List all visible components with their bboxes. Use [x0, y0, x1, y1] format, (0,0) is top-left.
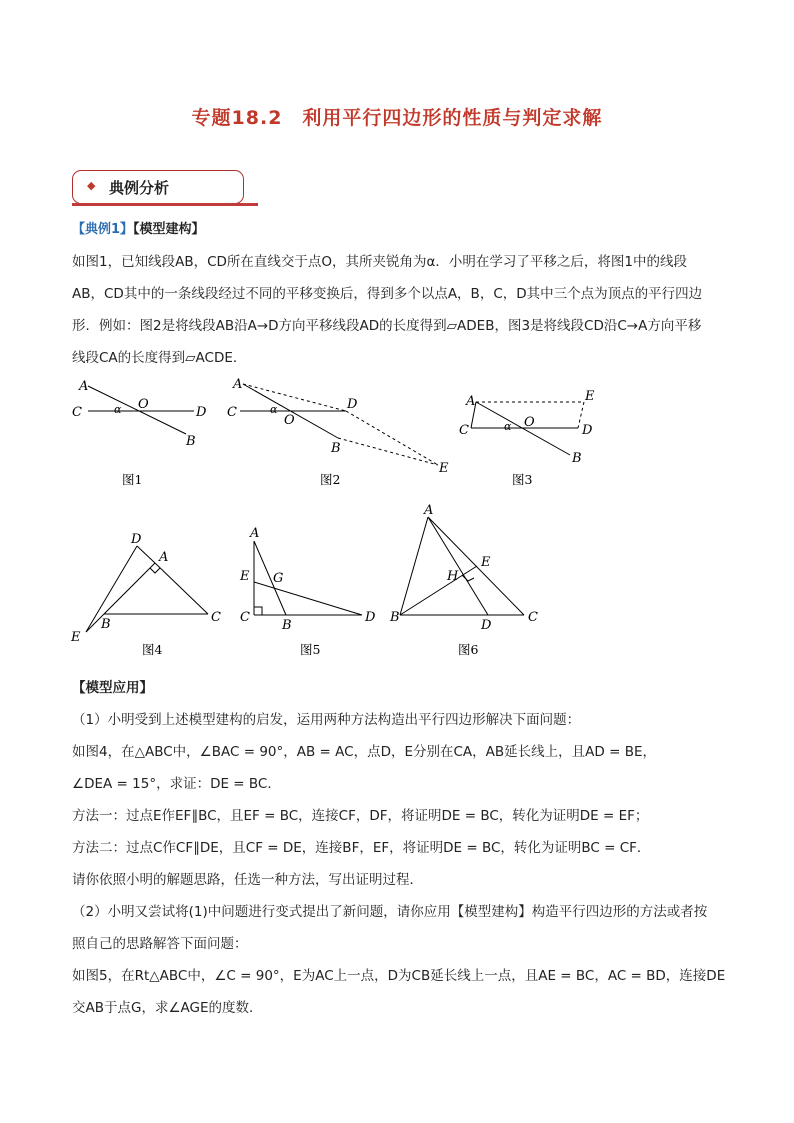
fig4-label-C: C — [211, 610, 221, 625]
fig1-label-B: B — [186, 434, 196, 449]
question-2-line-4: 交AB于点G，求∠AGE的度数． — [72, 1000, 263, 1016]
question-1-line-3: ∠DEA = 15°，求证：DE = BC． — [72, 776, 281, 792]
fig1-label-C: C — [72, 405, 82, 420]
fig3-label-alpha: α — [504, 420, 512, 433]
fig2-label-C: C — [227, 405, 237, 420]
fig2-label-O: O — [284, 413, 295, 428]
fig1-label-D: D — [196, 405, 207, 420]
method-instruction: 请你依照小明的解题思路，任选一种方法，写出证明过程． — [72, 872, 423, 888]
fig1-caption: 图1 — [122, 472, 143, 487]
diamond-icon: ◆ — [87, 179, 96, 192]
question-2-line-3: 如图5，在Rt△ABC中，∠C = 90°，E为AC上一点，D为CB延长线上一点，且AE = BC，AC = BD，连接DE — [72, 968, 726, 984]
fig5-caption: 图5 — [300, 642, 321, 657]
fig3-label-C: C — [459, 423, 469, 438]
fig6-label-C: C — [528, 610, 538, 625]
fig6-label-H: H — [447, 569, 459, 584]
fig5-label-C: C — [240, 610, 250, 625]
fig3-label-D: D — [582, 423, 593, 438]
fig5-label-E: E — [240, 569, 250, 584]
fig4-label-B: B — [101, 617, 111, 632]
fig5-label-D: D — [365, 610, 376, 625]
fig6-caption: 图6 — [458, 642, 479, 657]
fig2-label-D: D — [347, 397, 358, 412]
fig3-label-E: E — [585, 389, 595, 404]
page-title: 专题18.2 利用平行四边形的性质与判定求解 — [191, 107, 603, 129]
application-heading: 【模型应用】 — [72, 680, 153, 696]
fig6-label-A: A — [424, 503, 434, 518]
fig1-label-O: O — [138, 397, 149, 412]
fig6-label-D: D — [481, 618, 492, 633]
model-tag: 【模型建构】 — [133, 222, 205, 237]
fig1-label-alpha: α — [114, 403, 122, 416]
fig6-label-B: B — [390, 610, 400, 625]
fig4-label-E: E — [71, 630, 81, 645]
question-1-line-2: 如图4，在△ABC中，∠BAC = 90°，AB = AC，点D，E分别在CA，AB延长线上，且AD = BE， — [72, 744, 656, 760]
fig4-caption: 图4 — [142, 642, 163, 657]
question-1: （1）小明受到上述模型建构的启发，运用两种方法构造出平行四边形解决下面问题： — [72, 712, 581, 728]
fig2-caption: 图2 — [320, 472, 341, 487]
fig2-label-E: E — [439, 461, 449, 476]
fig2-label-A: A — [233, 377, 243, 392]
intro-line-1: 如图1，已知线段AB，CD所在直线交于点O，其所夹锐角为α．小明在学习了平移之后，将图1中的线段 — [72, 254, 688, 270]
fig1-label-A: A — [79, 379, 89, 394]
section-banner-label: 典例分析 — [109, 179, 170, 197]
example-tag: 【典例1】 — [72, 222, 134, 237]
fig3-label-A: A — [466, 394, 476, 409]
fig2-label-alpha: α — [270, 403, 278, 416]
fig4-label-A: A — [159, 550, 169, 565]
fig6-label-E: E — [481, 555, 491, 570]
fig5-label-A: A — [250, 526, 260, 541]
question-2-line-2: 照自己的思路解答下面问题： — [72, 936, 248, 952]
figure-6 — [400, 517, 524, 615]
fig5-label-B: B — [282, 618, 292, 633]
fig3-label-B: B — [572, 451, 582, 466]
intro-line-3: 形．例如：图2是将线段AB沿A→D方向平移线段AD的长度得到▱ADEB，图3是将线段CD沿C→A方向平移 — [72, 318, 702, 334]
fig4-label-D: D — [131, 532, 142, 547]
figure-5 — [254, 541, 362, 615]
question-2: （2）小明又尝试将(1)中问题进行变式提出了新问题，请你应用【模型建构】构造平行四边形的方法或者按 — [72, 904, 708, 920]
intro-line-4: 线段CA的长度得到▱ACDE． — [72, 350, 247, 366]
method-2: 方法二：过点C作CF∥DE，且CF = DE，连接BF，EF，将证明DE = BC，转化为证明BC = CF． — [72, 840, 651, 856]
method-1: 方法一：过点E作EF∥BC，且EF = BC，连接CF，DF，将证明DE = BC，转化为证明DE = EF； — [72, 808, 649, 824]
fig3-caption: 图3 — [512, 472, 533, 487]
fig3-label-O: O — [524, 415, 535, 430]
intro-line-2: AB，CD其中的一条线段经过不同的平移变换后，得到多个以点A，B，C，D其中三个点为顶点的平行四边 — [72, 286, 703, 302]
fig5-label-G: G — [273, 571, 284, 586]
fig2-label-B: B — [331, 441, 341, 456]
